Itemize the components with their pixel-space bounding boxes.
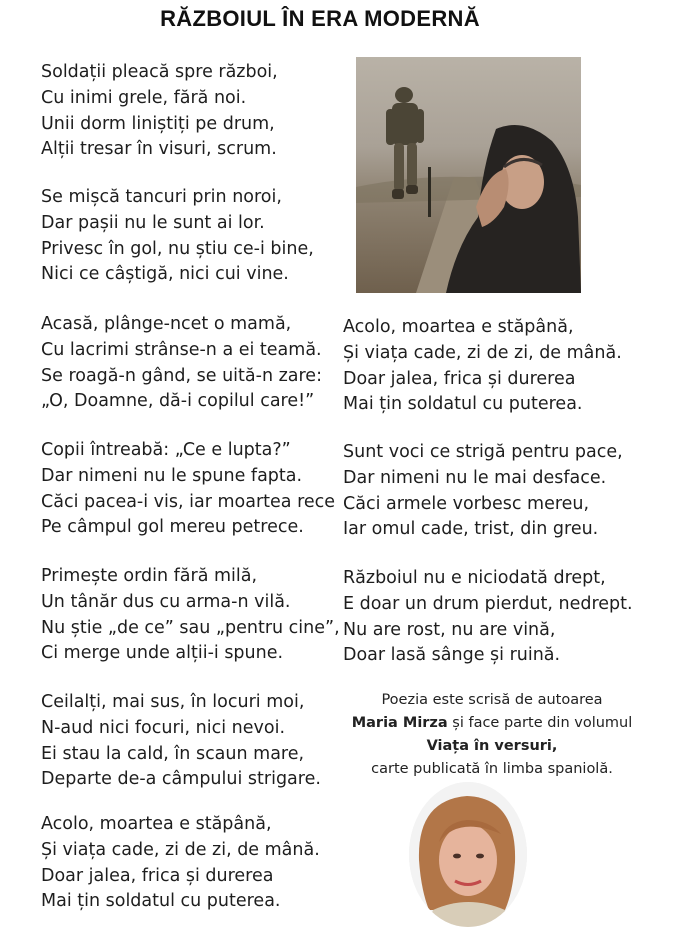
verse-line: Dar nimeni nu le mai desface. [343,467,607,488]
verse-line: Cu lacrimi strânse-n a ei teamă. [41,339,322,360]
verse-line: Ei stau la cald, în scaun mare, [41,743,305,764]
verse-line: N-aud nici focuri, nici nevoi. [41,717,286,738]
verse-line: Dar nimeni nu le spune fapta. [41,465,303,486]
stanza-left-5 [41,564,340,667]
credit-line-1: Poezia este scrisă de autoarea [381,692,603,708]
verse-line: E doar un drum pierdut, nedrept. [343,593,633,614]
verse-line: Acolo, moartea e stăpână, [41,814,272,834]
verse-line: Sunt voci ce strigă pentru pace, [343,442,623,462]
verse-line: Și viața cade, zi de zi, de mână. [343,342,622,363]
credit-line-4: carte publicată în limba spaniolă. [371,761,613,777]
verse-line: Copii întreabă: „Ce e lupta?” [41,440,291,460]
verse-line: Doar jalea, frica și durerea [343,368,576,389]
credit-line-3 [322,735,662,758]
verse-line: Se mișcă tancuri prin noroi, [41,187,282,207]
author-name: Maria Mirza [351,715,448,731]
verse-line: Nici ce câștigă, nici cui vine. [41,264,289,285]
stanza-left-2 [41,185,314,288]
poem-title: RĂZBOIUL ÎN ERA MODERNĂ [160,6,480,31]
verse-line: Dar pașii nu le sunt ai lor. [41,212,265,233]
verse-line: Și viața cade, zi de zi, de mână. [41,839,320,860]
volume-title: Viața în versuri, [426,738,558,754]
stanza-left-1 [41,60,278,163]
stanza-left-6 [41,690,321,793]
author-portrait [409,782,527,927]
verse-line: Căci armele vorbesc mereu, [343,493,590,514]
verse-line: Se roagă-n gând, se uită-n zare: [41,365,322,386]
verse-line: Mai țin soldatul cu puterea. [41,891,281,912]
verse-line: Războiul nu e niciodată drept, [343,568,606,588]
verse-line: Acolo, moartea e stăpână, [343,317,574,337]
verse-line: „O, Doamne, dă-i copilul care!” [41,391,315,412]
verse-line: Un tânăr dus cu arma-n vilă. [41,591,291,612]
verse-line: Acasă, plânge-ncet o mamă, [41,314,292,334]
verse-line: Privesc în gol, nu știu ce-i bine, [41,238,314,259]
verse-line: Unii dorm liniștiți pe drum, [41,113,275,134]
photo-illustration [356,57,581,293]
verse-line: Pe câmpul gol mereu petrece. [41,517,304,538]
soldier-mother-photo [356,57,581,293]
stanza-right-1 [343,315,622,418]
stanza-left-3 [41,312,322,415]
stanza-left-4 [41,438,335,541]
stanza-left-7 [41,812,320,915]
verse-line: Căci pacea-i vis, iar moartea rece [41,491,336,512]
verse-line: Mai țin soldatul cu puterea. [343,394,583,415]
portrait-illustration [409,782,527,927]
verse-line: Alții tresar în visuri, scrum. [41,139,277,160]
stanza-right-3 [343,566,633,669]
verse-line: Doar jalea, frica și durerea [41,865,274,886]
author-credit [322,689,662,781]
verse-line: Primește ordin fără milă, [41,566,258,586]
stanza-right-2 [343,440,623,543]
credit-line-2 [322,712,662,735]
verse-line: Doar lasă sânge și ruină. [343,645,561,666]
verse-line: Cu inimi grele, fără noi. [41,87,247,108]
verse-line: Nu are rost, nu are vină, [343,619,556,640]
verse-line: Ceilalți, mai sus, în locuri moi, [41,692,305,712]
verse-line: Nu știe „de ce” sau „pentru cine”, [41,617,340,638]
credit-line-2-rest: și face parte din volumul [447,715,633,731]
verse-line: Iar omul cade, trist, din greu. [343,519,599,540]
verse-line: Departe de-a câmpului strigare. [41,769,321,790]
verse-line: Ci merge unde alții-i spune. [41,643,284,664]
verse-line: Soldații pleacă spre război, [41,62,278,82]
